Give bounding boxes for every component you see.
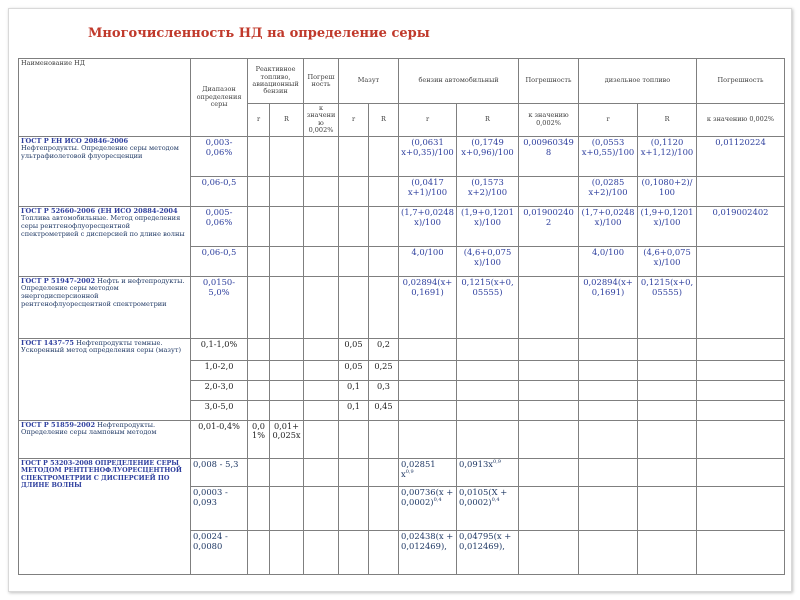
mazut-R-cell: 0,3 [369, 380, 399, 400]
gasoline-R-cell [457, 486, 519, 530]
diesel-r-cell: 4,0/100 [579, 246, 638, 276]
table-row [19, 420, 785, 458]
page-title: Многочисленность НД на определение серы [88, 26, 430, 41]
header-to-value-gasoline: к значению 0,002% [519, 104, 579, 137]
gasoline-R-cell: (0,1749 x+0,96)/100 [457, 136, 519, 176]
gasoline-r-cell [399, 486, 457, 530]
nd-code: ГОСТ Р 51947-2002 [21, 276, 96, 285]
gasoline-r-cell: 4,0/100 [399, 246, 457, 276]
range-cell: 2,0-3,0 [191, 380, 248, 400]
gasoline-r-cell: (1,7+0,0248 x)/100 [399, 206, 457, 246]
mazut-r-cell: 0,1 [339, 380, 369, 400]
gasoline-R-cell: (1,9+0,1201 x)/100 [457, 206, 519, 246]
diesel-R-cell: 0,1215(x+0,05555) [638, 276, 697, 338]
gasoline-r-cell: (0,0417 x+1)/100 [399, 176, 457, 206]
formula-exponent: 0,9 [493, 459, 501, 466]
gasoline-r-cell: (0,0631 x+0,35)/100 [399, 136, 457, 176]
diesel-R-cell: (1,9+0,1201 x)/100 [638, 206, 697, 246]
nd-description: Нефтепродукты. Определение серы методом ультрафиолетовой флуоресценции [21, 144, 179, 161]
range-cell: 0,0003 - 0,093 [191, 486, 248, 530]
gasoline-r-cell: 0,02438(x + 0,012469), [399, 530, 457, 574]
nd-code: ГОСТ Р 52660-2006 (ЕН ИСО 20884-2004 [21, 206, 178, 215]
header-error-gasoline: Погрешность [519, 59, 579, 104]
table-row [19, 206, 785, 246]
header-gasoline-r: r [399, 104, 457, 137]
nd-description: Нефть и нефтепродукты. Определение серы методом энергодисперсионной рентгенофлуоресцентной спектрометрии [21, 276, 185, 308]
nd-description: Топлива автомобильные. Метод определения серы рентгенофлуоресцентной спектрометрией с дисперсией по длине волны [21, 214, 185, 238]
header-gasoline: бензин автомобильный [399, 59, 519, 104]
header-gasoline-R: R [457, 104, 519, 137]
range-cell: 0,0024 - 0,0080 [191, 530, 248, 574]
table-row [19, 276, 785, 338]
range-cell: 0,1-1,0% [191, 338, 248, 360]
formula-text: x [401, 468, 406, 479]
nd-code: ГОСТ Р ЕН ИСО 20846-2006 [21, 136, 129, 145]
header-jet-R: R [270, 104, 304, 137]
table-row [19, 458, 785, 486]
gasoline-R-cell: 0,04795(x + 0,012469), [457, 530, 519, 574]
mazut-R-cell: 0,25 [369, 360, 399, 380]
diesel-r-cell: (0,0553 x+0,55)/100 [579, 136, 638, 176]
header-mazut-R: R [369, 104, 399, 137]
range-cell: 0,008 - 5,3 [191, 458, 248, 486]
formula-text: 0,02851 [401, 458, 436, 469]
formula-exponent: 0,4 [433, 496, 442, 503]
header-mazut: Мазут [339, 59, 399, 104]
formula-text: 0,0913x [459, 458, 494, 469]
header-range: Диапазон определения серы [191, 59, 248, 137]
nd-name-cell [19, 338, 191, 420]
nd-code: ГОСТ 1437-75 [21, 338, 75, 347]
nd-description: Нефтепродукты темные. Ускоренный метод определения серы (мазут) [21, 338, 182, 355]
diesel-R-cell: (0,1080+2)/100 [638, 176, 697, 206]
diesel-R-cell: (4,6+0,075 x)/100 [638, 246, 697, 276]
nd-name-cell [19, 276, 191, 338]
gasoline-R-cell: (0,1573 x+2)/100 [457, 176, 519, 206]
mazut-r-cell: 0,05 [339, 360, 369, 380]
gasoline-r-cell [399, 458, 457, 486]
header-error-jet: Погрешность [304, 59, 339, 104]
mazut-r-cell: 0,1 [339, 400, 369, 420]
header-diesel-r: r [579, 104, 638, 137]
range-cell: 0,06-0,5 [191, 176, 248, 206]
jet-error-cell: 0,01+0,025x [270, 420, 304, 458]
gasoline-R-cell: 0,1215(x+0,05555) [457, 276, 519, 338]
gasoline-r-cell: 0,02894(x+0,1691) [399, 276, 457, 338]
gasoline-R-cell [457, 458, 519, 486]
header-name: Наименование НД [19, 59, 191, 137]
range-cell: 1,0-2,0 [191, 360, 248, 380]
formula-text: 0,00736(x + 0,0002) [401, 486, 454, 507]
nd-name-cell [19, 136, 191, 206]
nd-name-cell: ГОСТ Р 53203-2008 ОПРЕДЕЛЕНИЕ СЕРЫ МЕТОДОМ РЕНТГЕНОФЛУОРЕСЦЕНТНОЙ СПЕКТРОМЕТРИИ С ДИСПЕРСИЕЙ ПО ДЛИНЕ ВОЛНЫ [19, 458, 191, 574]
header-mazut-r: r [339, 104, 369, 137]
header-jet-r: r [248, 104, 270, 137]
gasoline-R-cell: (4,6+0,075 x)/100 [457, 246, 519, 276]
gasoline-error-cell: 0,019002402 [519, 206, 579, 246]
diesel-error-cell: 0,019002402 [697, 206, 785, 246]
nd-code: ГОСТ Р 51859-2002 [21, 420, 96, 429]
formula-text: 0,0105(X + 0,0002) [459, 486, 508, 507]
formula-exponent: 0,9 [405, 468, 414, 475]
range-cell: 0,0150-5,0% [191, 276, 248, 338]
mazut-R-cell: 0,2 [369, 338, 399, 360]
table-row [19, 136, 785, 176]
range-cell: 0,01-0,4% [191, 420, 248, 458]
jet-r-cell: 0,01% [248, 420, 270, 458]
range-cell: 0,003-0,06% [191, 136, 248, 176]
diesel-r-cell: (0,0285 x+2)/100 [579, 176, 638, 206]
diesel-r-cell: 0,02894(x+0,1691) [579, 276, 638, 338]
diesel-r-cell: (1,7+0,0248 x)/100 [579, 206, 638, 246]
nd-description: Нефтепродукты. Определение серы ламповым методом [21, 420, 157, 437]
range-cell: 0,06-0,5 [191, 246, 248, 276]
nd-name-cell [19, 206, 191, 276]
diesel-error-cell: 0,01120224 [697, 136, 785, 176]
gasoline-error-cell: 0,009603498 [519, 136, 579, 176]
mazut-R-cell: 0,45 [369, 400, 399, 420]
header-to-value-diesel: к значению 0,002% [697, 104, 785, 137]
formula-exponent: 0,4 [491, 496, 500, 503]
header-diesel: дизельное топливо [579, 59, 697, 104]
nd-name-cell [19, 420, 191, 458]
header-to-value-jet: к значению 0,002% [304, 104, 339, 137]
header-diesel-R: R [638, 104, 697, 137]
nd-table [18, 58, 785, 575]
header-error-diesel: Погрешность [697, 59, 785, 104]
diesel-R-cell: (0,1120 x+1,12)/100 [638, 136, 697, 176]
range-cell: 0,005-0,06% [191, 206, 248, 246]
mazut-r-cell: 0,05 [339, 338, 369, 360]
table-row [19, 338, 785, 360]
range-cell: 3,0-5,0 [191, 400, 248, 420]
header-jet-fuel: Реактивное топливо, авиационный бензин [248, 59, 304, 104]
